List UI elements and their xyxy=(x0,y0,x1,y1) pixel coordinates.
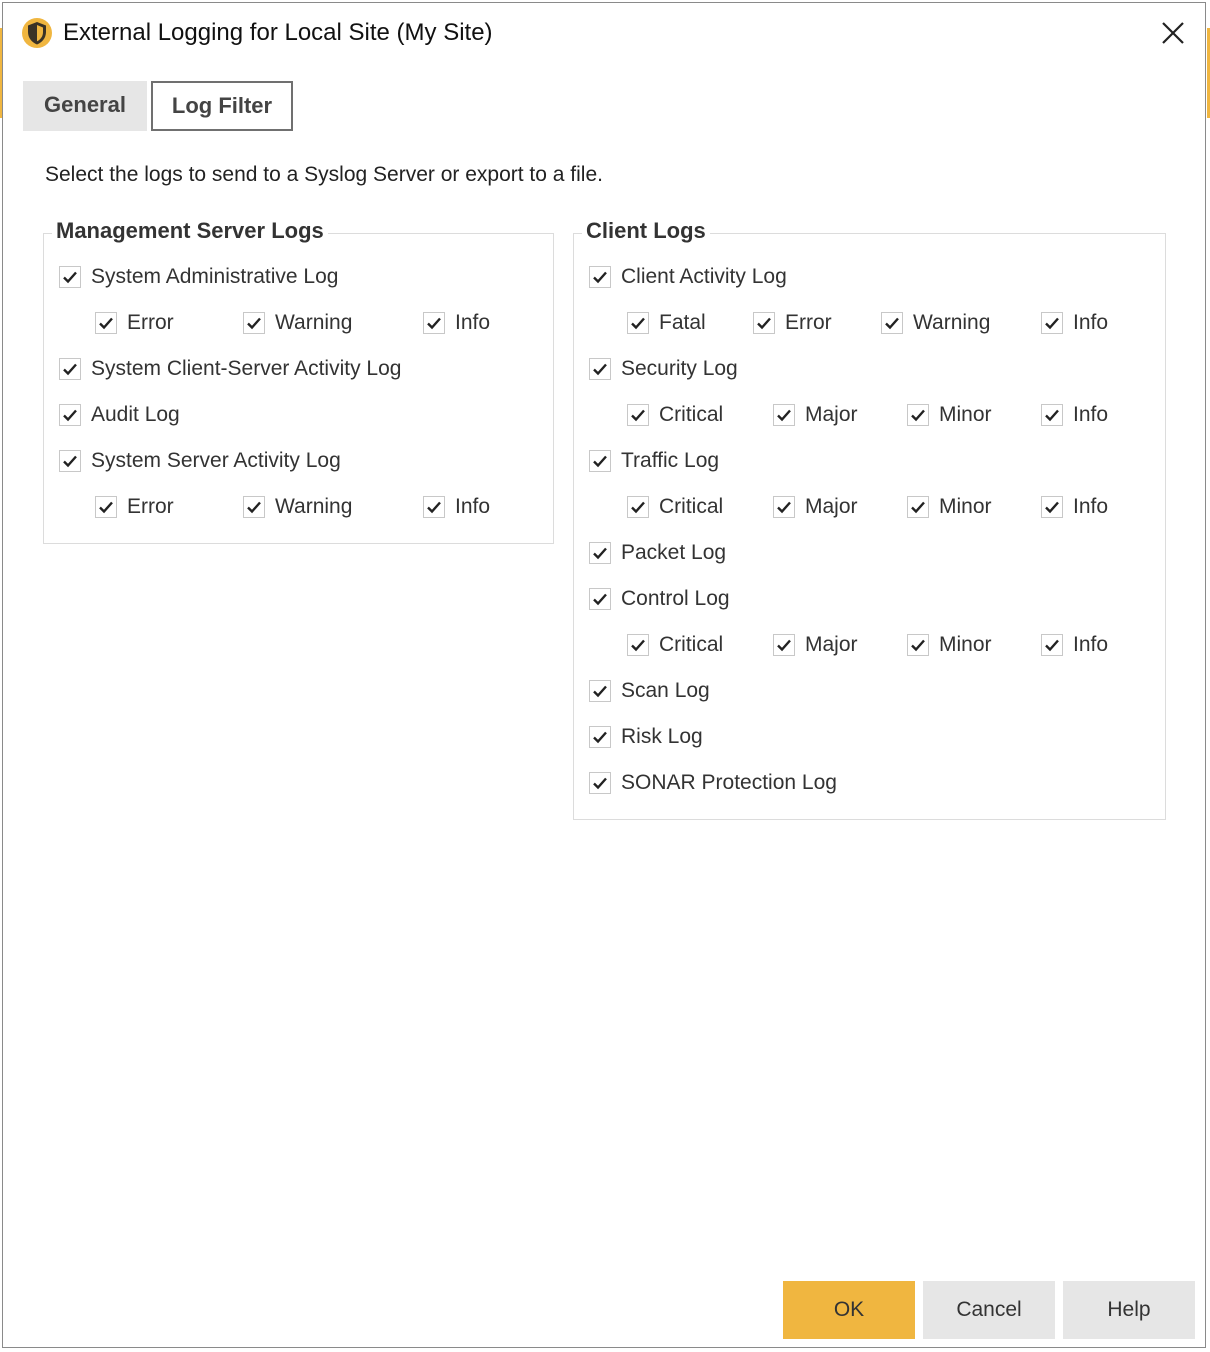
external-logging-dialog xyxy=(2,2,1206,1348)
checkmark-icon xyxy=(62,407,78,423)
help-button[interactable]: Help xyxy=(1063,1281,1195,1339)
checkbox-label: Major xyxy=(805,633,858,656)
checkbox-box[interactable] xyxy=(423,312,445,334)
checkmark-icon xyxy=(592,269,608,285)
checkbox-label: System Administrative Log xyxy=(91,265,339,288)
checkbox-box[interactable] xyxy=(243,312,265,334)
checkbox-traffic-minor[interactable] xyxy=(907,492,992,522)
checkbox-client-activity-log[interactable] xyxy=(589,262,787,292)
checkbox-client-activity-fatal[interactable] xyxy=(627,308,706,338)
checkbox-label: Minor xyxy=(939,495,992,518)
checkbox-label: Major xyxy=(805,403,858,426)
checkbox-box[interactable] xyxy=(243,496,265,518)
checkbox-label: Traffic Log xyxy=(621,449,720,472)
checkbox-control-major[interactable] xyxy=(773,630,858,660)
checkbox-security-info[interactable] xyxy=(1041,400,1108,430)
checkbox-box[interactable] xyxy=(627,312,649,334)
checkbox-traffic-info[interactable] xyxy=(1041,492,1108,522)
checkbox-label: Info xyxy=(1073,311,1109,334)
checkbox-label: Control Log xyxy=(621,587,730,610)
checkbox-security-log[interactable] xyxy=(589,354,738,384)
checkbox-packet-log[interactable] xyxy=(589,538,726,568)
checkbox-security-major[interactable] xyxy=(773,400,858,430)
checkbox-label: Error xyxy=(127,495,174,518)
checkbox-label: Error xyxy=(127,311,174,334)
title-bar xyxy=(3,3,1205,67)
checkbox-system-client-server-activity-log[interactable] xyxy=(59,354,401,384)
checkbox-system-administrative-info[interactable] xyxy=(423,308,490,338)
checkbox-box[interactable] xyxy=(1041,634,1063,656)
checkbox-label: Error xyxy=(785,311,832,334)
checkbox-box[interactable] xyxy=(423,496,445,518)
shield-icon xyxy=(21,17,53,49)
checkbox-label: Info xyxy=(1073,403,1109,426)
checkbox-box[interactable] xyxy=(1041,404,1063,426)
checkbox-box[interactable] xyxy=(907,634,929,656)
checkmark-icon xyxy=(592,545,608,561)
checkbox-label: Risk Log xyxy=(621,725,703,748)
checkbox-label: Critical xyxy=(659,633,724,656)
close-icon xyxy=(1155,15,1191,51)
checkbox-box[interactable] xyxy=(59,358,81,380)
checkbox-label: System Client-Server Activity Log xyxy=(91,357,402,380)
checkbox-control-critical[interactable] xyxy=(627,630,723,660)
checkmark-icon xyxy=(62,361,78,377)
checkbox-label: Client Activity Log xyxy=(621,265,787,288)
checkbox-security-minor[interactable] xyxy=(907,400,992,430)
checkbox-box[interactable] xyxy=(627,404,649,426)
checkmark-icon xyxy=(62,453,78,469)
tab-log-filter[interactable]: Log Filter xyxy=(151,81,293,131)
checkbox-label: Warning xyxy=(275,311,353,334)
checkbox-box[interactable] xyxy=(589,680,611,702)
checkbox-system-administrative-log[interactable] xyxy=(59,262,338,292)
checkmark-icon xyxy=(1044,315,1060,331)
checkbox-label: Info xyxy=(1073,633,1109,656)
checkbox-box[interactable] xyxy=(627,496,649,518)
checkmark-icon xyxy=(98,315,114,331)
checkmark-icon xyxy=(756,315,772,331)
checkmark-icon xyxy=(776,407,792,423)
checkbox-security-critical[interactable] xyxy=(627,400,723,430)
checkbox-box[interactable] xyxy=(95,312,117,334)
checkbox-client-activity-warning[interactable] xyxy=(881,308,990,338)
checkbox-client-activity-error[interactable] xyxy=(753,308,832,338)
checkmark-icon xyxy=(630,499,646,515)
checkmark-icon xyxy=(910,407,926,423)
checkmark-icon xyxy=(776,499,792,515)
checkbox-label: Warning xyxy=(275,495,353,518)
checkbox-sonar-protection-log[interactable] xyxy=(589,768,837,798)
checkbox-traffic-major[interactable] xyxy=(773,492,858,522)
checkbox-risk-log[interactable] xyxy=(589,722,703,752)
checkbox-box[interactable] xyxy=(589,358,611,380)
checkmark-icon xyxy=(426,315,442,331)
cancel-button[interactable]: Cancel xyxy=(923,1281,1055,1339)
checkbox-traffic-critical[interactable] xyxy=(627,492,723,522)
checkbox-box[interactable] xyxy=(95,496,117,518)
checkbox-box[interactable] xyxy=(907,404,929,426)
checkbox-control-info[interactable] xyxy=(1041,630,1108,660)
client-logs-title: Client Logs xyxy=(582,218,710,244)
checkbox-box[interactable] xyxy=(589,588,611,610)
checkmark-icon xyxy=(884,315,900,331)
checkbox-label: Minor xyxy=(939,633,992,656)
checkbox-control-minor[interactable] xyxy=(907,630,992,660)
checkbox-label: Major xyxy=(805,495,858,518)
checkbox-box[interactable] xyxy=(773,634,795,656)
checkmark-icon xyxy=(1044,637,1060,653)
checkbox-box[interactable] xyxy=(589,542,611,564)
checkbox-system-administrative-error[interactable] xyxy=(95,308,174,338)
checkbox-box[interactable] xyxy=(589,726,611,748)
checkbox-box[interactable] xyxy=(59,266,81,288)
checkmark-icon xyxy=(592,683,608,699)
checkmark-icon xyxy=(1044,499,1060,515)
checkbox-label: Info xyxy=(455,311,491,334)
checkbox-label: Audit Log xyxy=(91,403,180,426)
tab-general[interactable]: General xyxy=(23,81,147,131)
management-server-logs-title: Management Server Logs xyxy=(52,218,328,244)
checkmark-icon xyxy=(426,499,442,515)
checkbox-box[interactable] xyxy=(881,312,903,334)
checkbox-label: Info xyxy=(455,495,491,518)
checkbox-box[interactable] xyxy=(59,404,81,426)
checkmark-icon xyxy=(592,729,608,745)
checkmark-icon xyxy=(910,499,926,515)
checkbox-system-server-activity-log[interactable] xyxy=(59,446,341,476)
checkmark-icon xyxy=(910,637,926,653)
checkbox-system-server-activity-warning[interactable] xyxy=(243,492,352,522)
checkmark-icon xyxy=(776,637,792,653)
checkbox-audit-log[interactable] xyxy=(59,400,180,430)
checkmark-icon xyxy=(630,315,646,331)
checkbox-control-log[interactable] xyxy=(589,584,730,614)
checkbox-label: Fatal xyxy=(659,311,706,334)
checkbox-label: Critical xyxy=(659,403,724,426)
checkmark-icon xyxy=(592,775,608,791)
checkbox-system-server-activity-info[interactable] xyxy=(423,492,490,522)
checkbox-label: Scan Log xyxy=(621,679,710,702)
checkbox-label: Security Log xyxy=(621,357,738,380)
checkbox-box[interactable] xyxy=(1041,496,1063,518)
checkmark-icon xyxy=(98,499,114,515)
checkbox-box[interactable] xyxy=(59,450,81,472)
ok-button[interactable]: OK xyxy=(783,1281,915,1339)
checkmark-icon xyxy=(592,361,608,377)
checkmark-icon xyxy=(246,315,262,331)
checkmark-icon xyxy=(62,269,78,285)
checkbox-client-activity-info[interactable] xyxy=(1041,308,1108,338)
checkbox-label: System Server Activity Log xyxy=(91,449,341,472)
checkbox-scan-log[interactable] xyxy=(589,676,710,706)
checkmark-icon xyxy=(246,499,262,515)
checkmark-icon xyxy=(592,453,608,469)
checkbox-box[interactable] xyxy=(589,266,611,288)
instructions-text: Select the logs to send to a Syslog Server or export to a file. xyxy=(45,163,603,186)
checkbox-label: Critical xyxy=(659,495,724,518)
checkmark-icon xyxy=(630,407,646,423)
checkbox-system-server-activity-error[interactable] xyxy=(95,492,174,522)
checkbox-box[interactable] xyxy=(627,634,649,656)
checkmark-icon xyxy=(592,591,608,607)
checkbox-system-administrative-warning[interactable] xyxy=(243,308,352,338)
checkbox-traffic-log[interactable] xyxy=(589,446,719,476)
checkbox-box[interactable] xyxy=(753,312,775,334)
checkbox-box[interactable] xyxy=(589,772,611,794)
checkbox-label: Info xyxy=(1073,495,1109,518)
close-button[interactable] xyxy=(1155,15,1191,51)
checkbox-box[interactable] xyxy=(773,496,795,518)
window-title: External Logging for Local Site (My Site) xyxy=(63,19,493,46)
checkbox-label: Warning xyxy=(913,311,991,334)
checkbox-box[interactable] xyxy=(1041,312,1063,334)
checkbox-box[interactable] xyxy=(907,496,929,518)
checkbox-label: Minor xyxy=(939,403,992,426)
checkbox-box[interactable] xyxy=(773,404,795,426)
checkmark-icon xyxy=(630,637,646,653)
checkbox-box[interactable] xyxy=(589,450,611,472)
checkmark-icon xyxy=(1044,407,1060,423)
checkbox-label: SONAR Protection Log xyxy=(621,771,837,794)
checkbox-label: Packet Log xyxy=(621,541,727,564)
